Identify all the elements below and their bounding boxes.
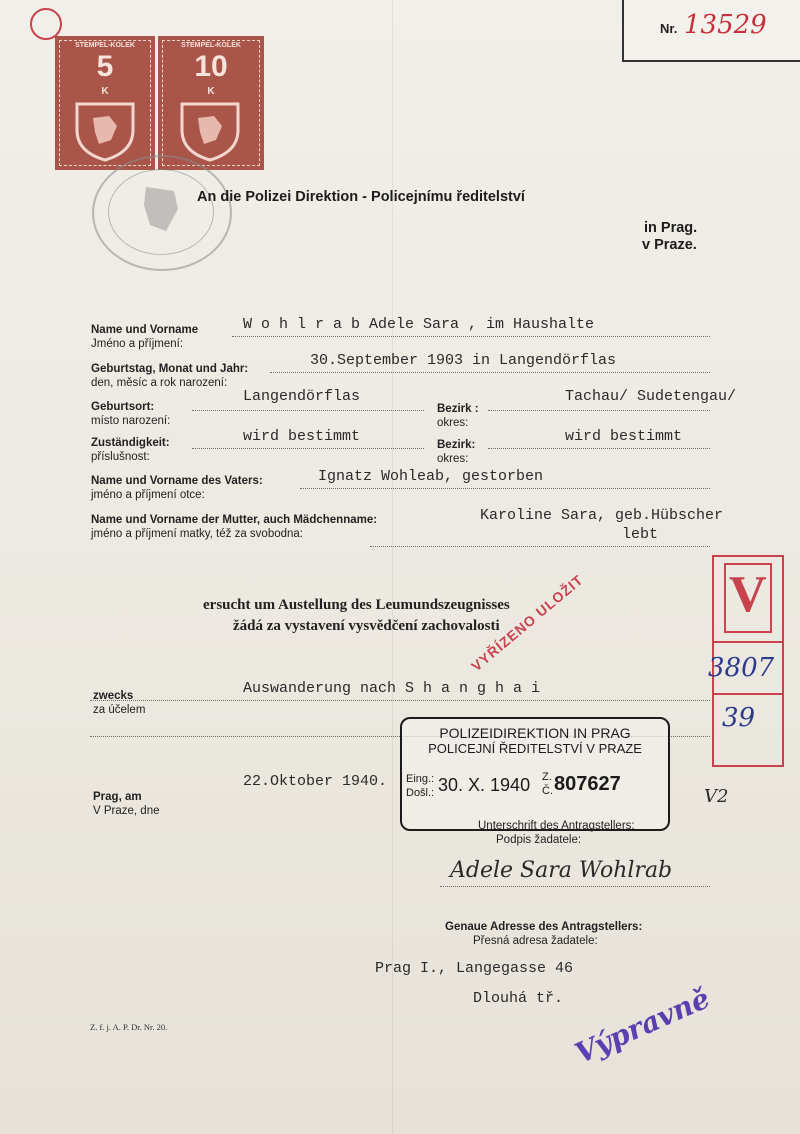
office-stamp-dosl: Došl.: — [406, 787, 435, 799]
birthdate-value: 30.September 1903 in Langendörflas — [310, 352, 617, 369]
birthdate-dotted-line — [270, 372, 710, 373]
birthplace-dotted-line — [192, 410, 424, 411]
bottom-stamp: Výpravně — [570, 981, 715, 1071]
name-dotted-line — [232, 336, 710, 337]
purpose-label-cz: za účelem — [93, 704, 146, 716]
domicile-label-cz: příslušnost: — [91, 451, 150, 463]
mother-value-line2: lebt — [622, 526, 659, 543]
birthplace-label-cz: místo narození: — [91, 415, 171, 427]
domicile-value: wird bestimmt — [243, 428, 361, 445]
date-label-de: Prag, am — [93, 791, 142, 803]
name-label-de: Name und Vorname — [91, 324, 199, 336]
address-line2: Dlouhá tř. — [473, 990, 564, 1007]
margin-note: V2 — [704, 786, 729, 807]
name-label-cz: Jméno a příjmení: — [91, 338, 184, 350]
nr-value: 13529 — [684, 10, 767, 40]
address-label-cz: Přesná adresa žadatele: — [473, 935, 598, 947]
revenue-stamp-5-unit: K — [101, 86, 109, 97]
purpose-dotted-line-1 — [90, 700, 710, 701]
office-stamp-line1: POLIZEIDIREKTION IN PRAG — [439, 725, 631, 741]
revenue-stamp-10-unit: K — [207, 86, 215, 97]
domicile-district-value: wird bestimmt — [565, 428, 683, 445]
revenue-stamp-5 — [55, 36, 155, 170]
addressee-line: An die Polizei Direktion - Policejnímu ředitelství — [197, 189, 525, 205]
revenue-stamp-10-top: STEMPEL-KOLEK — [181, 42, 241, 49]
office-stamp-number: 807627 — [554, 773, 621, 795]
mother-label-de: Name und Vorname der Mutter, auch Mädchenname: — [91, 514, 378, 526]
date-label-cz: V Praze, dne — [93, 805, 160, 817]
revenue-stamp-5-top: STEMPEL-KOLEK — [75, 42, 135, 49]
birthplace-value: Langendörflas — [243, 388, 361, 405]
domicile-district-label-cz: okres: — [437, 453, 469, 465]
father-value: Ignatz Wohleab, gestorben — [318, 468, 544, 485]
addressee-place-de: in Prag. — [644, 220, 698, 236]
birthdate-label-de: Geburtstag, Monat und Jahr: — [91, 363, 249, 375]
address-line1: Prag I., Langegasse 46 — [375, 960, 574, 977]
date-value: 22.Oktober 1940. — [243, 773, 388, 790]
margin-box-letter: V — [729, 566, 767, 623]
mother-dotted-line — [370, 546, 710, 547]
domicile-district-label-de: Bezirk: — [437, 439, 476, 451]
signature-label-de: Unterschrift des Antragstellers: — [478, 820, 635, 832]
signature-value: Adele Sara Wohlrab — [450, 858, 673, 883]
number-box — [622, 0, 800, 62]
father-label-cz: jméno a příjmení otce: — [91, 489, 205, 501]
margin-num1: 3807 — [708, 653, 775, 683]
revenue-stamp-10-value: 10 — [194, 50, 228, 83]
revenue-stamp-5-value: 5 — [96, 50, 114, 83]
addressee-place-cz: v Praze. — [642, 237, 697, 253]
father-label-de: Name und Vorname des Vaters: — [91, 475, 263, 487]
purpose-label-de: zwecks — [93, 690, 134, 702]
domicile-label-de: Zuständigkeit: — [91, 437, 170, 449]
birthdate-label-cz: den, měsíc a rok narození: — [91, 377, 228, 389]
margin-note-box — [708, 555, 784, 767]
birthplace-label-de: Geburtsort: — [91, 401, 155, 413]
official-seal-icon — [92, 155, 232, 271]
mother-value-line1: Karoline Sara, geb.Hübscher — [480, 507, 724, 524]
office-stamp — [400, 717, 670, 831]
signature-label-cz: Podpis žadatele: — [496, 834, 582, 846]
domicile-dotted-line — [192, 448, 424, 449]
birthplace-district-value: Tachau/ Sudetengau/ — [565, 388, 737, 405]
birthplace-district-label-de: Bezirk : — [437, 403, 479, 415]
office-stamp-date: 30. X. 1940 — [438, 775, 531, 795]
office-stamp-c: Č. — [542, 785, 553, 797]
office-stamp-line2: POLICEJNÍ ŘEDITELSTVÍ V PRAZE — [428, 741, 642, 756]
address-label-de: Genaue Adresse des Antragstellers: — [445, 921, 643, 933]
diagonal-stamp: VYŘÍZENO ULOŽIT — [468, 571, 587, 675]
father-dotted-line — [300, 488, 710, 489]
domicile-district-dotted-line — [488, 448, 710, 449]
form-code: Z. f. j. A. P. Dr. Nr. 20. — [90, 1022, 168, 1032]
request-line-de: ersucht um Austellung des Leumundszeugnisses — [203, 597, 510, 613]
birthplace-district-label-cz: okres: — [437, 417, 469, 429]
revenue-stamp-10 — [158, 36, 264, 170]
request-line-cz: žádá za vystavení vysvědčení zachovalosti — [233, 618, 500, 634]
margin-num2: 39 — [722, 703, 756, 733]
purpose-value: Auswanderung nach S h a n g h a i — [243, 680, 541, 697]
lion-shield-icon — [178, 100, 242, 162]
signature-dotted-line — [440, 886, 710, 887]
lion-shield-icon — [73, 100, 137, 162]
name-value: W o h l r a b Adele Sara , im Haushalte — [243, 316, 595, 333]
office-stamp-eing: Eing.: — [406, 773, 435, 785]
birthplace-district-dotted-line — [488, 410, 710, 411]
office-stamp-z: Z. — [542, 771, 552, 783]
mother-label-cz: jméno a příjmení matky, též za svobodna: — [91, 528, 303, 540]
nr-label: Nr. — [660, 21, 678, 36]
